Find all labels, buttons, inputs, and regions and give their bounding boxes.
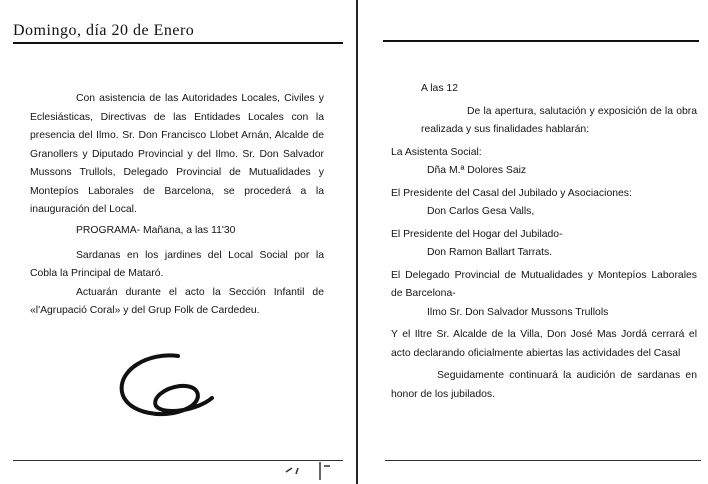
right-top-rule <box>383 40 699 42</box>
right-page-body <box>391 80 697 404</box>
speaker-role-2: El Presidente del Casal del Jubilado y Asociaciones: <box>391 187 632 199</box>
speaker-name-1: Dña M.ª Dolores Saiz <box>427 165 527 176</box>
intro-paragraph: De la apertura, salutación y exposición de la obra realizada y sus finalidades hablarán: <box>421 105 697 135</box>
speaker-name-2: Don Carlos Gesa Valls, <box>427 206 535 217</box>
signature-flourish <box>108 350 218 425</box>
speaker-name-4: Ilmo Sr. Don Salvador Mussons Trullols <box>427 306 609 318</box>
program-line-wrap <box>30 222 324 321</box>
sardanas-paragraph: Sardanas en los jardines del Local Social por la Cobla la Principal de Mataró. <box>30 249 324 279</box>
closing-paragraph: Y el Iltre Sr. Alcalde de la Villa, Don José Mas Jordá cerrará el acto declarando oficialmente abiertas las actividades del Casal <box>391 329 697 359</box>
time-line: A las 12 <box>421 83 458 94</box>
final-paragraph: Seguidamente continuará la audición de sardanas en honor de los jubilados. <box>391 370 697 400</box>
speaker-role-3: El Presidente del Hogar del Jubilado- <box>391 228 563 240</box>
right-bottom-rule <box>385 460 701 461</box>
page-heading: Domingo, día 20 de Enero <box>13 22 343 44</box>
speaker-name-3: Don Ramon Ballart Tarrats. <box>427 247 553 258</box>
scan-marks <box>280 458 340 482</box>
performers-paragraph: Actuarán durante el acto la Sección Infantil de «l'Agrupació Coral» y del Grup Folk de Cardedeu. <box>30 286 324 316</box>
speaker-role-4: El Delegado Provincial de Mutualidades y Montepíos Laborales de Barcelona- <box>391 269 697 299</box>
inauguration-paragraph: Con asistencia de las Autoridades Locales, Civiles y Eclesiásticas, Directivas de las Entidades Locales con la presencia del Ilmo. Sr. Don Francisco Llobet Arnán, Alcalde de Granollers y Diputado Provincial y del Ilmo. Sr. Don Salvador Mussons Trullols, Delegado Provincial de Mutualidades y Montepíos Laborales de Barcelona, se procederá a la inauguración del Local. <box>30 93 324 215</box>
program-line: PROGRAMA- Mañana, a las 11'30 <box>76 225 236 236</box>
speaker-role-1: La Asistenta Social: <box>391 146 482 158</box>
page-fold-line <box>356 0 358 484</box>
